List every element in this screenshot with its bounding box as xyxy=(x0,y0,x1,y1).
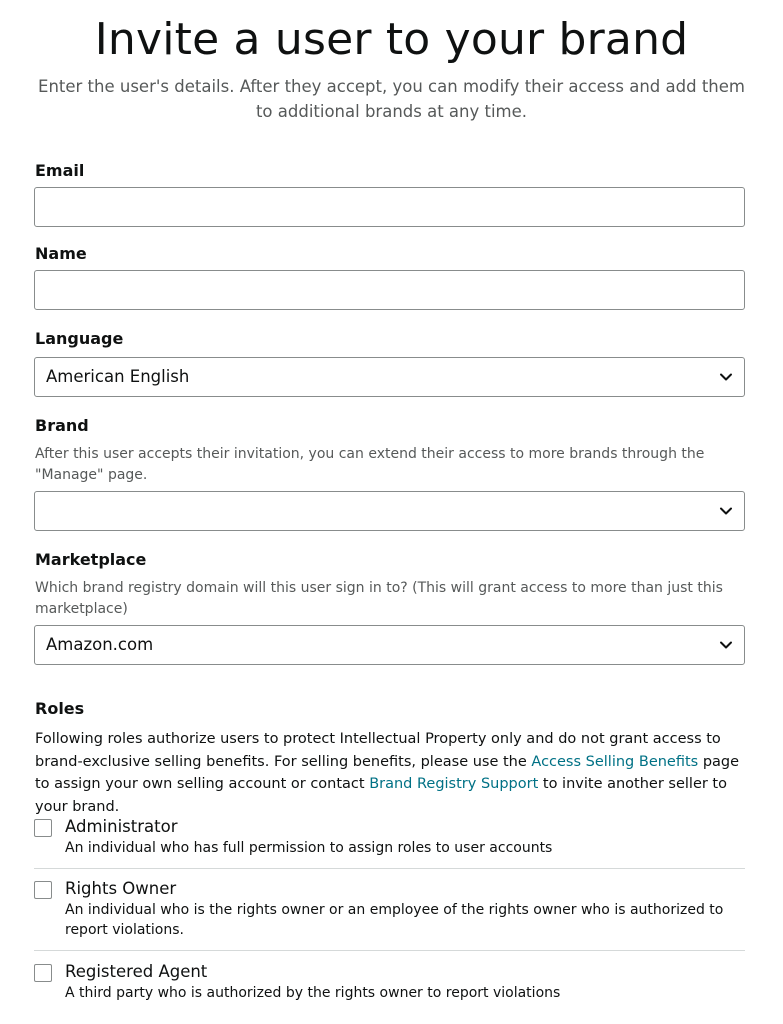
brand-label: Brand xyxy=(35,416,89,435)
marketplace-selected-value: Amazon.com xyxy=(46,635,154,654)
name-label: Name xyxy=(35,244,87,263)
language-select[interactable] xyxy=(34,357,745,397)
role-name: Administrator xyxy=(65,817,178,836)
roles-intro-text: Following roles authorize users to protect Intellectual Property only and do not grant access to brand-exclusive selling benefits. For selling benefits, please use the xyxy=(35,731,721,770)
role-item-rights-owner xyxy=(34,879,745,943)
roles-intro-text: page to assign your own selling account or contact xyxy=(35,753,740,792)
language-selected-value: American English xyxy=(46,367,190,386)
role-name: Registered Agent xyxy=(65,962,208,981)
brand-registry-support-link[interactable]: Brand Registry Support xyxy=(369,776,539,792)
roles-intro xyxy=(35,728,747,818)
rights-owner-checkbox[interactable] xyxy=(34,881,52,899)
role-item-administrator xyxy=(34,817,745,861)
chevron-down-icon xyxy=(719,638,733,652)
divider xyxy=(34,950,745,951)
email-label: Email xyxy=(35,161,85,180)
roles-label: Roles xyxy=(35,699,85,718)
access-selling-benefits-link[interactable]: Access Selling Benefits xyxy=(531,753,699,770)
brand-select[interactable] xyxy=(34,491,745,531)
name-input[interactable] xyxy=(34,270,745,310)
chevron-down-icon xyxy=(719,370,733,384)
divider xyxy=(34,868,745,869)
marketplace-select[interactable] xyxy=(34,625,745,665)
language-label: Language xyxy=(35,329,124,348)
role-item-registered-agent xyxy=(34,962,745,1006)
registered-agent-checkbox[interactable] xyxy=(34,964,52,982)
brand-hint: After this user accepts their invitation, you can extend their access to more brands through the "Manage" page. xyxy=(35,446,705,483)
marketplace-hint: Which brand registry domain will this user sign in to? (This will grant access to more than just this marketplace) xyxy=(35,580,723,617)
roles-intro-text: to invite another seller to your brand. xyxy=(35,776,727,815)
role-description: A third party who is authorized by the rights owner to report violations xyxy=(65,985,561,1001)
administrator-checkbox[interactable] xyxy=(34,819,52,837)
role-name: Rights Owner xyxy=(65,879,177,898)
marketplace-label: Marketplace xyxy=(35,550,147,569)
email-input[interactable] xyxy=(34,187,745,227)
role-description: An individual who has full permission to assign roles to user accounts xyxy=(65,840,553,856)
role-description: An individual who is the rights owner or an employee of the rights owner who is authorized to report violations. xyxy=(65,902,724,938)
page-title: Invite a user to your brand xyxy=(94,14,689,65)
chevron-down-icon xyxy=(719,504,733,518)
page-subtitle: Enter the user's details. After they accept, you can modify their access and add them to additional brands at any time. xyxy=(38,77,745,121)
